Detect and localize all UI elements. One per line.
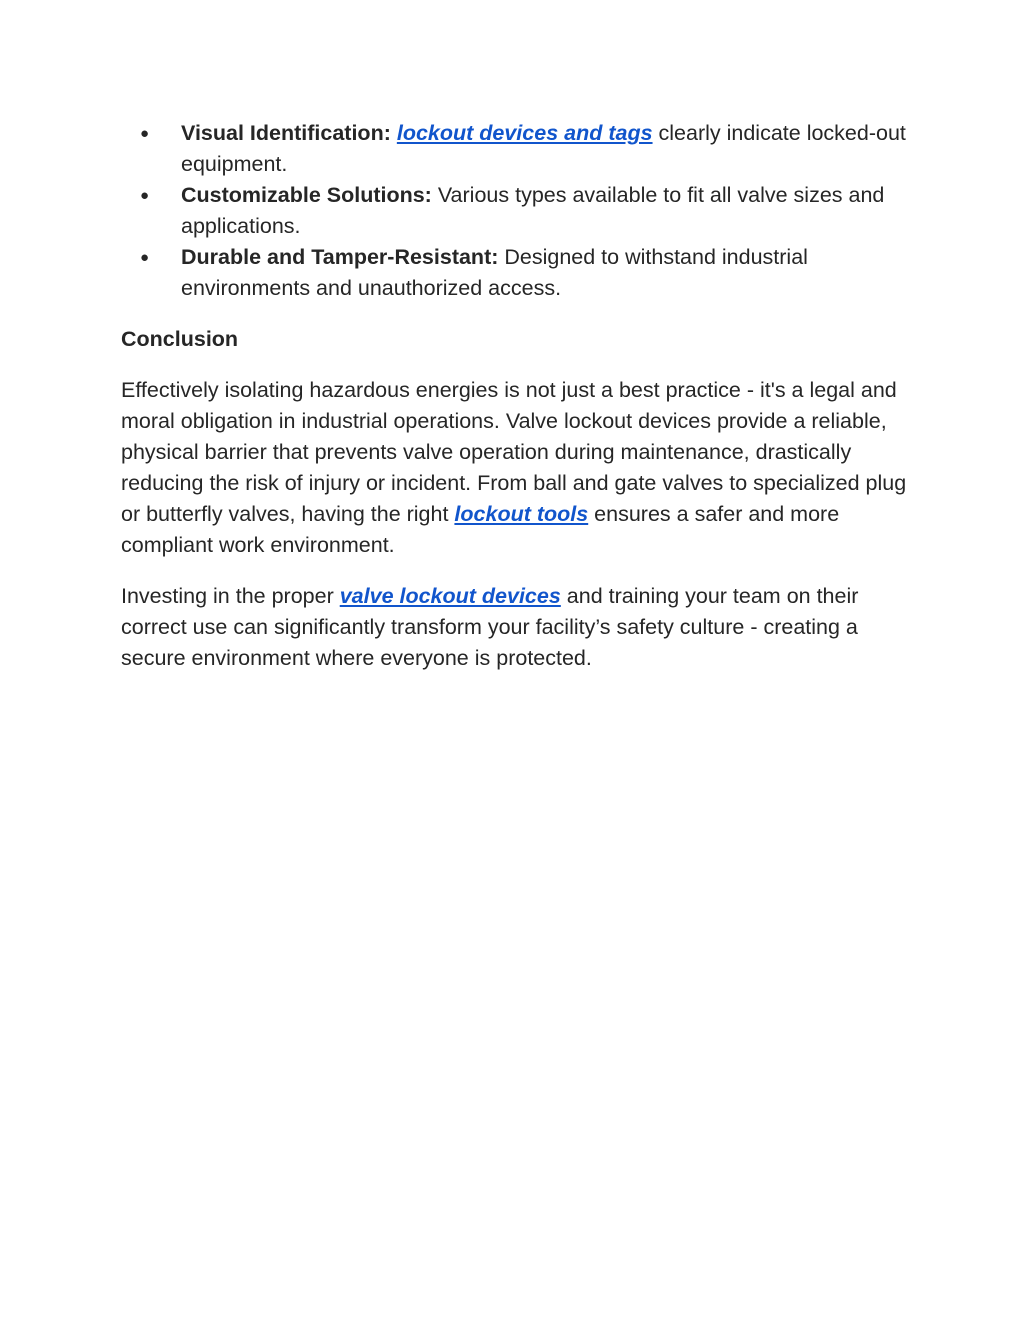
conclusion-paragraph-2 — [121, 581, 911, 674]
paragraph-text: Effectively isolating hazardous energies is not just a best practice - it's a legal and moral obligation in industrial operations. Valve lockout devices provide a reliable, physical barrier that prevents valve operation during maintenance, drastically reducing the risk of injury or incident. From ball and gate valves to specialized plug or butterfly valves, having the right — [121, 378, 907, 526]
document-page — [121, 118, 911, 674]
paragraph-text: and training your team on their correct use can significantly transform your facility’s safety culture - creating a secure environment where everyone is protected. — [121, 584, 859, 670]
list-item-text: clearly indicate locked-out equipment. — [181, 121, 906, 176]
list-item-text: Various types available to fit all valve sizes and applications. — [181, 183, 885, 238]
list-item-label: Customizable Solutions: — [181, 183, 432, 207]
bullet-icon: ● — [140, 187, 150, 204]
lockout-tools-link[interactable]: lockout tools — [454, 502, 589, 526]
bullet-icon: ● — [140, 125, 150, 142]
valve-lockout-devices-link[interactable]: valve lockout devices — [339, 584, 561, 608]
list-item — [121, 242, 911, 304]
list-item — [121, 180, 911, 242]
feature-list — [121, 118, 911, 304]
paragraph-text: ensures a safer and more compliant work environment. — [121, 502, 840, 557]
conclusion-paragraph-1 — [121, 375, 911, 561]
lockout-devices-and-tags-link[interactable]: lockout devices and tags — [396, 121, 653, 145]
conclusion-heading: Conclusion — [121, 327, 239, 351]
list-item-label: Durable and Tamper-Resistant: — [181, 245, 499, 269]
list-item-text: Designed to withstand industrial environments and unauthorized access. — [181, 245, 808, 300]
list-item-label: Visual Identification: — [181, 121, 391, 145]
bullet-icon: ● — [140, 249, 150, 266]
list-item — [121, 118, 911, 180]
paragraph-text: Investing in the proper — [121, 584, 340, 608]
